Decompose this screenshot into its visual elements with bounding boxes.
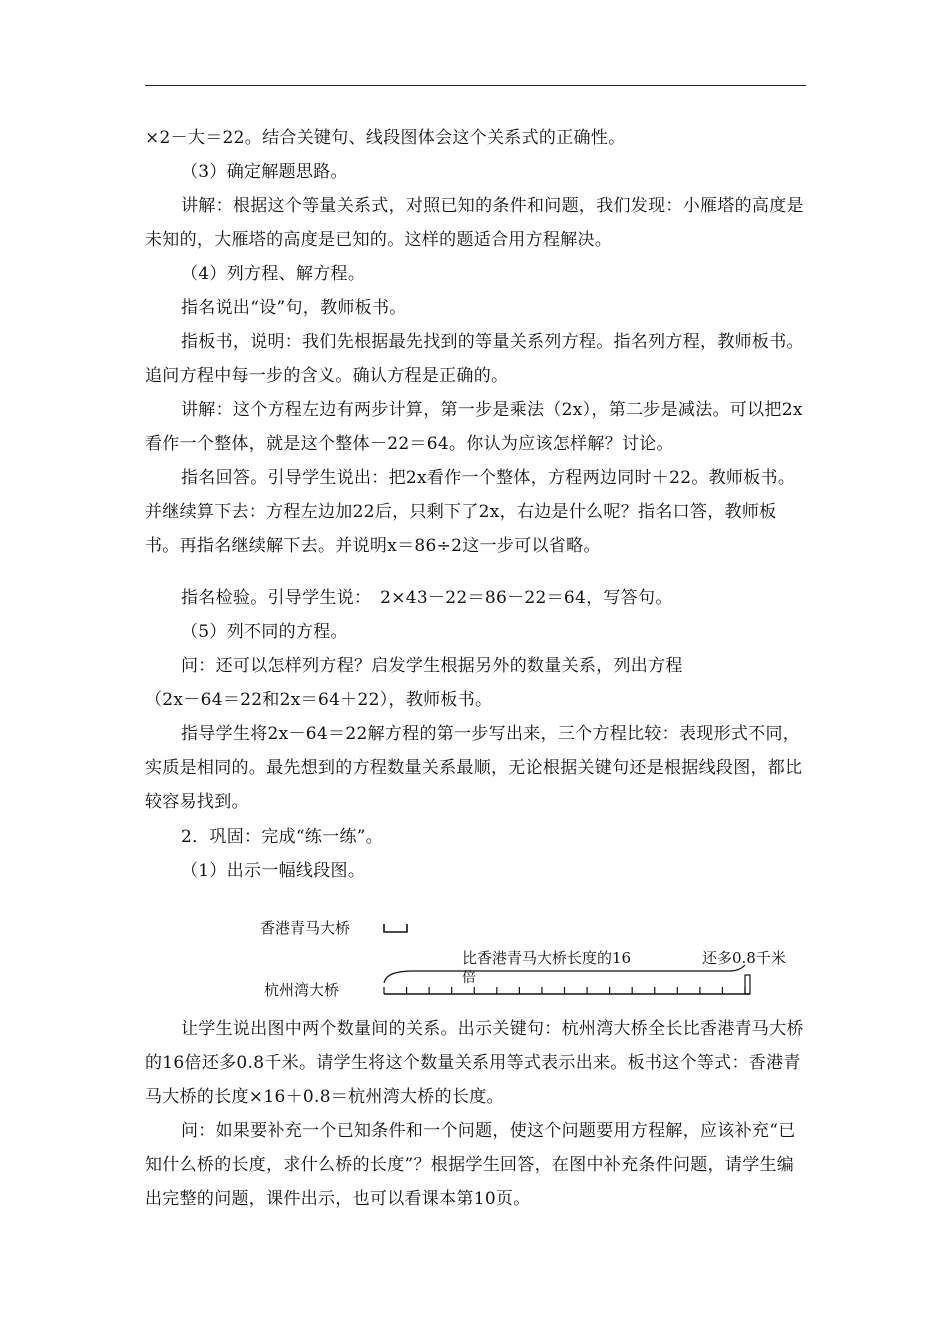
paragraph-7: 讲解：这个方程左边有两步计算，第一步是乘法（2x），第二步是减法。可以把2x看作一个整体，就是这个整体－22＝64。你认为应该怎样解？讨论。: [145, 400, 803, 454]
paragraph-10: （5）列不同的方程。: [181, 622, 348, 642]
label-hangzhou-bridge: 杭州湾大桥: [264, 981, 340, 999]
extra-length-label: 还多0.8千米: [702, 949, 786, 967]
extra-segment: [745, 975, 750, 994]
paragraph-9: 指名检验。引导学生说： 2×43－22＝86－22＝64，写答句。: [181, 588, 673, 608]
header-rule: [145, 85, 806, 86]
diagram-lines: [240, 908, 820, 1008]
brace-main: [384, 965, 745, 983]
paragraph-1: ×2－大＝22。结合关键句、线段图体会这个关系式的正确性。: [145, 128, 626, 148]
segment-ticks: [384, 987, 745, 994]
paragraph-5: 指名说出“设”句，教师板书。: [181, 298, 407, 318]
paragraph-13: 指导学生将2x－64＝22解方程的第一步写出来，三个方程比较：表现形式不同，实质是相同的。最先想到的方程数量关系最顺，无论根据关键句还是根据线段图，都比较容易找到。: [145, 724, 803, 812]
paragraph-17: 问：如果要补充一个已知条件和一个问题，使这个问题要用方程解，应该补充“已知什么桥的长度，求什么桥的长度”？根据学生回答，在图中补充条件问题，请学生编出完整的问题，课件出示，也可以看课本第10页。: [145, 1121, 796, 1209]
brace-label-cont: 倍: [462, 970, 476, 986]
paragraph-2: （3）确定解题思路。: [181, 162, 348, 182]
unit-segment: [384, 924, 407, 932]
paragraph-14: 2．巩固：完成“练一练”。: [181, 827, 384, 847]
brace-label: 比香港青马大桥长度的16: [462, 949, 632, 967]
paragraph-12: （2x－64＝22和2x＝64＋22），教师板书。: [145, 690, 493, 710]
paragraph-8: 指名回答。引导学生说出：把2x看作一个整体，方程两边同时＋22。教师板书。并继续算下去：方程左边加22后，只剩下了2x，右边是什么呢？指名口答，教师板书。再指名继续解下去。并说明x＝86÷2这一步可以省略。: [145, 468, 796, 556]
paragraph-6: 指板书，说明：我们先根据最先找到的等量关系列方程。指名列方程，教师板书。追问方程中每一步的含义。确认方程是正确的。: [145, 332, 804, 386]
line-segment-diagram: [240, 908, 820, 1008]
label-hong-kong-bridge: 香港青马大桥: [260, 919, 351, 937]
paragraph-11: 问：还可以怎样列方程？启发学生根据另外的数量关系，列出方程: [181, 656, 683, 676]
paragraph-3: 讲解：根据这个等量关系式，对照已知的条件和问题，我们发现：小雁塔的高度是未知的，大雁塔的高度是已知的。这样的题适合用方程解决。: [145, 196, 804, 250]
paragraph-16: 让学生说出图中两个数量间的关系。出示关键句：杭州湾大桥全长比香港青马大桥的16倍还多0.8千米。请学生将这个数量关系用等式表示出来。板书这个等式：香港青马大桥的长度×16＋0.8＝杭州湾大桥的长度。: [145, 1019, 804, 1107]
paragraph-15: （1）出示一幅线段图。: [181, 861, 366, 881]
paragraph-4: （4）列方程、解方程。: [181, 264, 366, 284]
